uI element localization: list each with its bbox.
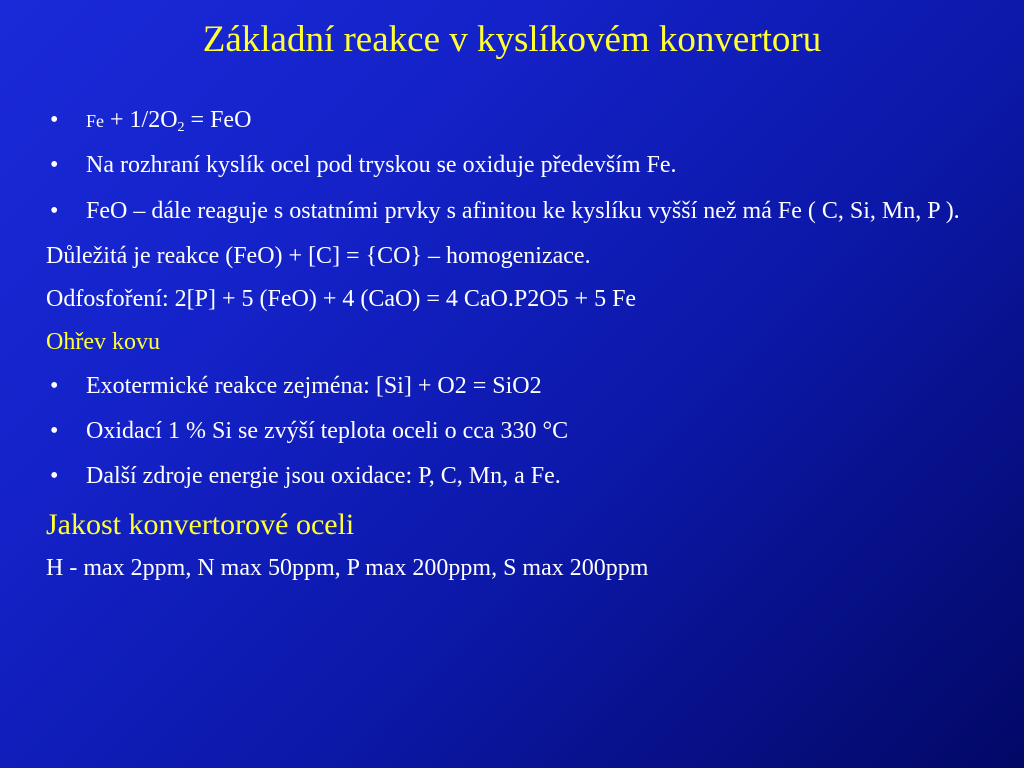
heading-heating: Ohřev kovu: [46, 329, 160, 356]
bullet-fe-prefix: Fe: [86, 111, 104, 131]
bullet-interface-text: Na rozhraní kyslík ocel pod tryskou se oxiduje především Fe.: [86, 152, 677, 179]
bullet-item-exothermic: [46, 372, 996, 401]
paragraph-steel-quality: H - max 2ppm, N max 50ppm, P max 200ppm, S max 200ppm: [46, 554, 649, 581]
paragraph-dephosphorization: Odfosfoření: 2[P] + 5 (FeO) + 4 (CaO) = 4 CaO.P2O5 + 5 Fe: [46, 286, 637, 313]
reaction-bullet-list: [46, 106, 996, 226]
bullet-item-interface: [46, 151, 996, 180]
heading-steel-quality: Jakost konvertorové oceli: [46, 508, 355, 542]
bullet-fe-subscript: 2: [177, 120, 185, 135]
paragraph-important-reaction: Důležitá je reakce (FeO) + [C] = {CO} – homogenizace.: [46, 242, 591, 269]
bullet-item-fe-oxidation: [46, 106, 996, 135]
bullet-item-si-oxidation: [46, 417, 996, 446]
bullet-exothermic-text: Exotermické reakce zejména: [Si] + O2 = SiO2: [86, 372, 542, 399]
slide-body: [46, 106, 996, 597]
bullet-feo-text: FeO – dále reaguje s ostatními prvky s afinitou ke kyslíku vyšší než má Fe ( C, Si, Mn, P ).: [86, 197, 960, 224]
bullet-icon: •: [50, 372, 59, 399]
bullet-si-text: Oxidací 1 % Si se zvýší teplota oceli o cca 330 °C: [86, 417, 569, 444]
heating-bullet-list: [46, 372, 996, 492]
slide-title: Základní reakce v kyslíkovém konvertoru: [202, 19, 822, 60]
bullet-icon: •: [50, 417, 59, 444]
bullet-energy-text: Další zdroje energie jsou oxidace: P, C, Mn, a Fe.: [86, 463, 561, 490]
bullet-item-energy-sources: [46, 462, 996, 491]
bullet-fe-result: = FeO: [184, 107, 252, 133]
bullet-icon: •: [50, 107, 59, 133]
bullet-icon: •: [50, 152, 59, 179]
bullet-fe-equation: + 1/2O: [104, 107, 178, 133]
bullet-icon: •: [50, 197, 59, 224]
bullet-item-feo-reaction: [46, 197, 996, 226]
bullet-icon: •: [50, 463, 59, 490]
